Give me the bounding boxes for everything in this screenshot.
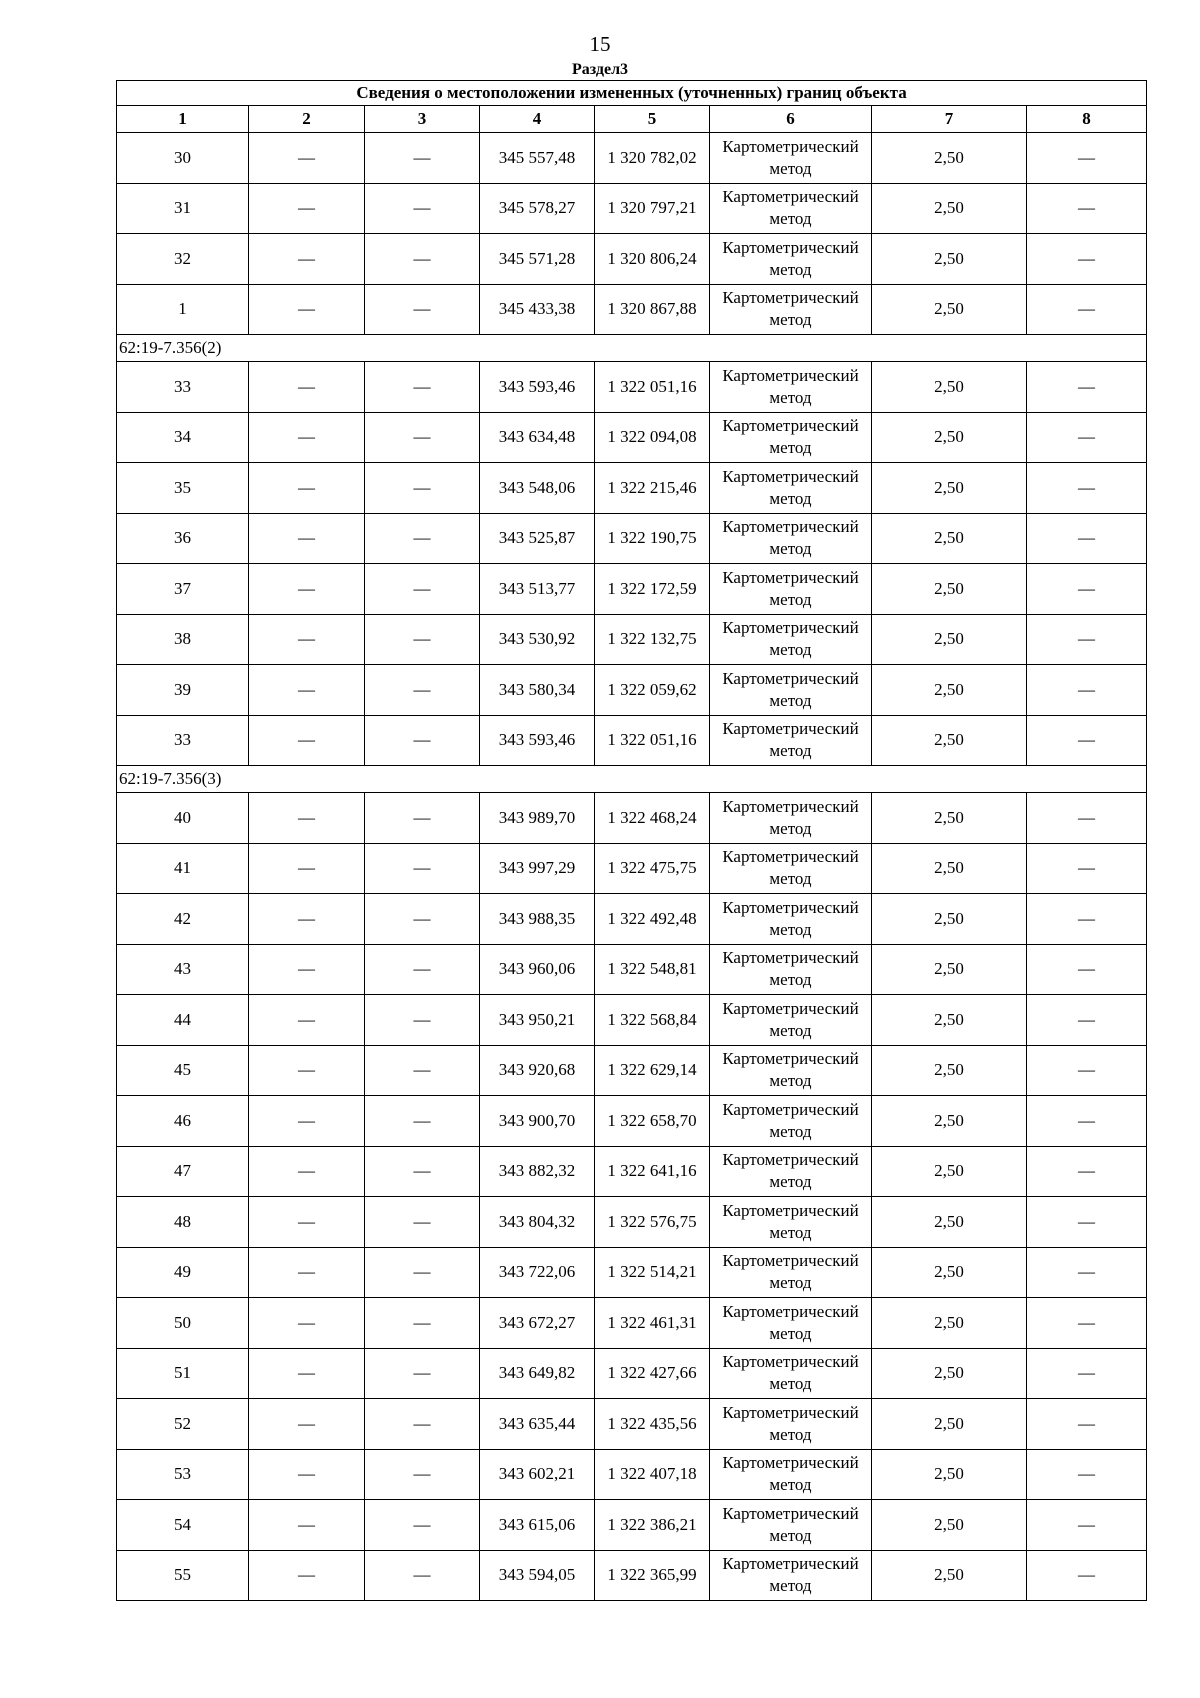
table-cell-col-8: —	[1027, 793, 1147, 844]
table-cell-col-1: 1	[117, 284, 249, 335]
table-cell-col-5: 1 322 641,16	[595, 1146, 710, 1197]
table-cell-col-4: 345 578,27	[480, 183, 595, 234]
table-cell-col-4: 343 594,05	[480, 1550, 595, 1601]
table-cell-col-7: 2,50	[872, 362, 1027, 413]
table-cell-col-3: —	[365, 1399, 480, 1450]
table-cell-col-6: Картометрический метод	[710, 1096, 872, 1147]
column-number-header: 8	[1027, 106, 1147, 133]
table-cell-col-6: Картометрический метод	[710, 564, 872, 615]
table-cell-col-5: 1 322 094,08	[595, 412, 710, 463]
column-number-header: 2	[249, 106, 365, 133]
table-cell-col-6: Картометрический метод	[710, 995, 872, 1046]
table-cell-col-6: Картометрический метод	[710, 715, 872, 766]
table-cell-col-5: 1 322 658,70	[595, 1096, 710, 1147]
table-cell-col-3: —	[365, 715, 480, 766]
table-cell-col-5: 1 322 548,81	[595, 944, 710, 995]
table-cell-col-8: —	[1027, 1399, 1147, 1450]
table-cell-col-1: 42	[117, 894, 249, 945]
table-cell-col-3: —	[365, 1146, 480, 1197]
table-cell-col-6: Картометрический метод	[710, 1348, 872, 1399]
table-cell-col-1: 51	[117, 1348, 249, 1399]
table-cell-col-1: 54	[117, 1500, 249, 1551]
table-cell-col-6: Картометрический метод	[710, 183, 872, 234]
table-row	[117, 843, 1147, 894]
table-cell-col-5: 1 320 797,21	[595, 183, 710, 234]
table-cell-col-3: —	[365, 944, 480, 995]
table-cell-col-3: —	[365, 995, 480, 1046]
table-cell-col-4: 343 602,21	[480, 1449, 595, 1500]
table-cell-col-7: 2,50	[872, 1197, 1027, 1248]
table-cell-col-6: Картометрический метод	[710, 793, 872, 844]
table-cell-col-5: 1 322 172,59	[595, 564, 710, 615]
table-cell-col-7: 2,50	[872, 1045, 1027, 1096]
table-cell-col-4: 343 950,21	[480, 995, 595, 1046]
table-cell-col-3: —	[365, 665, 480, 716]
table-cell-col-5: 1 322 051,16	[595, 715, 710, 766]
column-number-header: 3	[365, 106, 480, 133]
table-cell-col-3: —	[365, 362, 480, 413]
column-number-header: 1	[117, 106, 249, 133]
table-cell-col-5: 1 322 190,75	[595, 513, 710, 564]
table-cell-col-5: 1 322 386,21	[595, 1500, 710, 1551]
table-cell-col-8: —	[1027, 1449, 1147, 1500]
column-number-header: 5	[595, 106, 710, 133]
table-cell-col-8: —	[1027, 1500, 1147, 1551]
table-cell-col-6: Картометрический метод	[710, 1146, 872, 1197]
table-cell-col-2: —	[249, 1550, 365, 1601]
table-cell-col-7: 2,50	[872, 412, 1027, 463]
table-cell-col-1: 49	[117, 1247, 249, 1298]
table-cell-col-6: Картометрический метод	[710, 1247, 872, 1298]
table-row	[117, 1348, 1147, 1399]
table-cell-col-8: —	[1027, 995, 1147, 1046]
table-cell-col-8: —	[1027, 564, 1147, 615]
table-cell-col-3: —	[365, 183, 480, 234]
table-row	[117, 513, 1147, 564]
table-cell-col-8: —	[1027, 1550, 1147, 1601]
section-title: Раздел3	[571, 61, 629, 78]
table-cell-col-3: —	[365, 284, 480, 335]
table-row	[117, 665, 1147, 716]
table-cell-col-3: —	[365, 1197, 480, 1248]
table-cell-col-5: 1 322 407,18	[595, 1449, 710, 1500]
table-cell-col-1: 40	[117, 793, 249, 844]
table-cell-col-6: Картометрический метод	[710, 1197, 872, 1248]
table-cell-col-4: 343 548,06	[480, 463, 595, 514]
table-cell-col-8: —	[1027, 1197, 1147, 1248]
table-cell-col-8: —	[1027, 412, 1147, 463]
table-cell-col-3: —	[365, 894, 480, 945]
table-cell-col-1: 36	[117, 513, 249, 564]
table-row	[117, 614, 1147, 665]
table-row	[117, 183, 1147, 234]
table-cell-col-4: 343 635,44	[480, 1399, 595, 1450]
table-cell-col-2: —	[249, 564, 365, 615]
table-cell-col-2: —	[249, 894, 365, 945]
parcel-group-label: 62:19-7.356(3)	[117, 766, 1147, 793]
table-row	[117, 995, 1147, 1046]
table-cell-col-2: —	[249, 715, 365, 766]
table-cell-col-1: 46	[117, 1096, 249, 1147]
table-cell-col-1: 45	[117, 1045, 249, 1096]
table-row	[117, 564, 1147, 615]
table-cell-col-7: 2,50	[872, 1449, 1027, 1500]
table-cell-col-6: Картометрический метод	[710, 614, 872, 665]
table-cell-col-3: —	[365, 793, 480, 844]
table-cell-col-6: Картометрический метод	[710, 1500, 872, 1551]
table-cell-col-1: 47	[117, 1146, 249, 1197]
table-cell-col-6: Картометрический метод	[710, 1399, 872, 1450]
table-row	[117, 1247, 1147, 1298]
table-row	[117, 234, 1147, 285]
table-cell-col-1: 52	[117, 1399, 249, 1450]
table-cell-col-1: 33	[117, 715, 249, 766]
table-cell-col-6: Картометрический метод	[710, 1298, 872, 1349]
column-number-header: 6	[710, 106, 872, 133]
table-cell-col-2: —	[249, 513, 365, 564]
table-cell-col-6: Картометрический метод	[710, 463, 872, 514]
table-cell-col-3: —	[365, 1096, 480, 1147]
table-row	[117, 362, 1147, 413]
table-cell-col-5: 1 322 215,46	[595, 463, 710, 514]
table-cell-col-7: 2,50	[872, 564, 1027, 615]
table-row	[117, 1096, 1147, 1147]
table-cell-col-4: 343 672,27	[480, 1298, 595, 1349]
table-row	[117, 1045, 1147, 1096]
table-cell-col-7: 2,50	[872, 284, 1027, 335]
table-cell-col-2: —	[249, 463, 365, 514]
table-row	[117, 944, 1147, 995]
table-cell-col-7: 2,50	[872, 513, 1027, 564]
column-number-header: 4	[480, 106, 595, 133]
table-cell-col-7: 2,50	[872, 1399, 1027, 1450]
table-cell-col-2: —	[249, 1247, 365, 1298]
table-cell-col-3: —	[365, 1298, 480, 1349]
table-row	[117, 1146, 1147, 1197]
table-cell-col-8: —	[1027, 463, 1147, 514]
table-row	[117, 133, 1147, 184]
table-cell-col-4: 343 530,92	[480, 614, 595, 665]
table-cell-col-2: —	[249, 412, 365, 463]
table-cell-col-7: 2,50	[872, 1247, 1027, 1298]
table-row	[117, 1550, 1147, 1601]
table-cell-col-5: 1 322 132,75	[595, 614, 710, 665]
table-cell-col-2: —	[249, 995, 365, 1046]
table-cell-col-4: 343 615,06	[480, 1500, 595, 1551]
table-cell-col-2: —	[249, 183, 365, 234]
table-cell-col-3: —	[365, 614, 480, 665]
table-row	[117, 1449, 1147, 1500]
table-cell-col-3: —	[365, 463, 480, 514]
table-cell-col-5: 1 322 427,66	[595, 1348, 710, 1399]
table-cell-col-8: —	[1027, 183, 1147, 234]
table-cell-col-1: 33	[117, 362, 249, 413]
table-cell-col-3: —	[365, 412, 480, 463]
table-cell-col-7: 2,50	[872, 1550, 1027, 1601]
table-cell-col-3: —	[365, 1247, 480, 1298]
table-cell-col-5: 1 322 365,99	[595, 1550, 710, 1601]
table-cell-col-7: 2,50	[872, 793, 1027, 844]
table-cell-col-1: 35	[117, 463, 249, 514]
table-cell-col-8: —	[1027, 1146, 1147, 1197]
table-cell-col-8: —	[1027, 1096, 1147, 1147]
table-cell-col-5: 1 322 468,24	[595, 793, 710, 844]
table-cell-col-3: —	[365, 1348, 480, 1399]
table-cell-col-8: —	[1027, 715, 1147, 766]
table-cell-col-5: 1 322 576,75	[595, 1197, 710, 1248]
table-row	[117, 463, 1147, 514]
table-cell-col-6: Картометрический метод	[710, 1045, 872, 1096]
table-cell-col-2: —	[249, 793, 365, 844]
table-cell-col-5: 1 322 059,62	[595, 665, 710, 716]
table-cell-col-5: 1 322 461,31	[595, 1298, 710, 1349]
table-cell-col-6: Картометрический метод	[710, 362, 872, 413]
table-cell-col-5: 1 322 435,56	[595, 1399, 710, 1450]
table-row	[117, 1399, 1147, 1450]
table-cell-col-8: —	[1027, 894, 1147, 945]
table-cell-col-6: Картометрический метод	[710, 1449, 872, 1500]
table-cell-col-7: 2,50	[872, 1298, 1027, 1349]
table-cell-col-2: —	[249, 362, 365, 413]
table-row	[117, 412, 1147, 463]
table-cell-col-4: 343 525,87	[480, 513, 595, 564]
table-cell-col-7: 2,50	[872, 715, 1027, 766]
table-cell-col-8: —	[1027, 665, 1147, 716]
table-cell-col-5: 1 320 782,02	[595, 133, 710, 184]
table-cell-col-3: —	[365, 133, 480, 184]
table-cell-col-4: 345 433,38	[480, 284, 595, 335]
table-cell-col-2: —	[249, 1146, 365, 1197]
table-cell-col-4: 343 920,68	[480, 1045, 595, 1096]
table-cell-col-8: —	[1027, 843, 1147, 894]
table-cell-col-4: 343 900,70	[480, 1096, 595, 1147]
table-cell-col-3: —	[365, 234, 480, 285]
table-cell-col-5: 1 322 514,21	[595, 1247, 710, 1298]
parcel-group-row	[117, 766, 1147, 793]
table-row	[117, 793, 1147, 844]
table-cell-col-7: 2,50	[872, 1500, 1027, 1551]
table-cell-col-2: —	[249, 234, 365, 285]
table-cell-col-3: —	[365, 843, 480, 894]
table-cell-col-8: —	[1027, 284, 1147, 335]
table-cell-col-4: 343 804,32	[480, 1197, 595, 1248]
table-cell-col-6: Картометрический метод	[710, 412, 872, 463]
page-number: 15	[589, 32, 611, 56]
table-cell-col-1: 55	[117, 1550, 249, 1601]
table-cell-col-6: Картометрический метод	[710, 133, 872, 184]
table-cell-col-2: —	[249, 1449, 365, 1500]
table-cell-col-6: Картометрический метод	[710, 513, 872, 564]
table-cell-col-7: 2,50	[872, 843, 1027, 894]
table-cell-col-4: 345 571,28	[480, 234, 595, 285]
table-row	[117, 1197, 1147, 1248]
table-cell-col-1: 48	[117, 1197, 249, 1248]
table-caption: Сведения о местоположении измененных (уточненных) границ объекта	[117, 81, 1147, 106]
table-cell-col-4: 343 882,32	[480, 1146, 595, 1197]
table-cell-col-3: —	[365, 1500, 480, 1551]
table-cell-col-8: —	[1027, 133, 1147, 184]
table-cell-col-2: —	[249, 1500, 365, 1551]
table-body	[117, 133, 1147, 1601]
table-cell-col-5: 1 322 475,75	[595, 843, 710, 894]
table-cell-col-8: —	[1027, 1298, 1147, 1349]
table-cell-col-1: 41	[117, 843, 249, 894]
table-cell-col-8: —	[1027, 1348, 1147, 1399]
table-cell-col-1: 30	[117, 133, 249, 184]
table-cell-col-2: —	[249, 1298, 365, 1349]
table-cell-col-7: 2,50	[872, 614, 1027, 665]
table-cell-col-8: —	[1027, 362, 1147, 413]
table-cell-col-4: 343 580,34	[480, 665, 595, 716]
table-cell-col-5: 1 320 806,24	[595, 234, 710, 285]
boundary-points-table	[116, 80, 1147, 1601]
table-cell-col-4: 343 593,46	[480, 362, 595, 413]
table-cell-col-2: —	[249, 1045, 365, 1096]
table-cell-col-1: 37	[117, 564, 249, 615]
column-number-row	[117, 106, 1147, 133]
table-cell-col-8: —	[1027, 944, 1147, 995]
table-cell-col-3: —	[365, 1045, 480, 1096]
table-cell-col-7: 2,50	[872, 894, 1027, 945]
table-row	[117, 1500, 1147, 1551]
table-cell-col-7: 2,50	[872, 133, 1027, 184]
table-cell-col-4: 343 593,46	[480, 715, 595, 766]
table-cell-col-4: 343 722,06	[480, 1247, 595, 1298]
table-cell-col-1: 53	[117, 1449, 249, 1500]
column-number-header: 7	[872, 106, 1027, 133]
table-cell-col-1: 38	[117, 614, 249, 665]
parcel-group-label: 62:19-7.356(2)	[117, 335, 1147, 362]
table-cell-col-6: Картометрический метод	[710, 665, 872, 716]
table-cell-col-8: —	[1027, 1045, 1147, 1096]
table-cell-col-5: 1 320 867,88	[595, 284, 710, 335]
table-cell-col-1: 44	[117, 995, 249, 1046]
table-cell-col-1: 32	[117, 234, 249, 285]
table-cell-col-2: —	[249, 665, 365, 716]
table-cell-col-2: —	[249, 1096, 365, 1147]
table-cell-col-1: 39	[117, 665, 249, 716]
table-cell-col-3: —	[365, 564, 480, 615]
table-cell-col-6: Картометрический метод	[710, 894, 872, 945]
table-cell-col-3: —	[365, 1550, 480, 1601]
table-cell-col-1: 43	[117, 944, 249, 995]
table-cell-col-7: 2,50	[872, 234, 1027, 285]
table-cell-col-8: —	[1027, 513, 1147, 564]
table-cell-col-2: —	[249, 944, 365, 995]
table-cell-col-6: Картометрический метод	[710, 1550, 872, 1601]
table-cell-col-7: 2,50	[872, 1146, 1027, 1197]
table-cell-col-3: —	[365, 513, 480, 564]
table-cell-col-1: 31	[117, 183, 249, 234]
table-cell-col-2: —	[249, 133, 365, 184]
table-cell-col-1: 34	[117, 412, 249, 463]
table-cell-col-2: —	[249, 1399, 365, 1450]
table-cell-col-2: —	[249, 1348, 365, 1399]
table-cell-col-7: 2,50	[872, 1096, 1027, 1147]
table-cell-col-8: —	[1027, 1247, 1147, 1298]
table-cell-col-5: 1 322 629,14	[595, 1045, 710, 1096]
table-cell-col-5: 1 322 051,16	[595, 362, 710, 413]
table-cell-col-2: —	[249, 284, 365, 335]
table-cell-col-5: 1 322 492,48	[595, 894, 710, 945]
table-cell-col-4: 343 513,77	[480, 564, 595, 615]
table-cell-col-7: 2,50	[872, 995, 1027, 1046]
table-cell-col-4: 343 989,70	[480, 793, 595, 844]
table-cell-col-7: 2,50	[872, 183, 1027, 234]
table-row	[117, 715, 1147, 766]
table-cell-col-4: 343 997,29	[480, 843, 595, 894]
parcel-group-row	[117, 335, 1147, 362]
table-cell-col-4: 343 960,06	[480, 944, 595, 995]
table-cell-col-2: —	[249, 614, 365, 665]
table-cell-col-4: 345 557,48	[480, 133, 595, 184]
table-cell-col-8: —	[1027, 234, 1147, 285]
table-row	[117, 1298, 1147, 1349]
table-cell-col-7: 2,50	[872, 463, 1027, 514]
table-cell-col-8: —	[1027, 614, 1147, 665]
table-row	[117, 284, 1147, 335]
table-cell-col-2: —	[249, 1197, 365, 1248]
table-cell-col-3: —	[365, 1449, 480, 1500]
table-cell-col-7: 2,50	[872, 944, 1027, 995]
table-cell-col-4: 343 649,82	[480, 1348, 595, 1399]
table-row	[117, 894, 1147, 945]
table-cell-col-6: Картометрический метод	[710, 843, 872, 894]
table-cell-col-7: 2,50	[872, 1348, 1027, 1399]
table-cell-col-4: 343 634,48	[480, 412, 595, 463]
table-cell-col-7: 2,50	[872, 665, 1027, 716]
table-cell-col-5: 1 322 568,84	[595, 995, 710, 1046]
table-cell-col-4: 343 988,35	[480, 894, 595, 945]
table-cell-col-1: 50	[117, 1298, 249, 1349]
table-cell-col-6: Картометрический метод	[710, 234, 872, 285]
table-cell-col-6: Картометрический метод	[710, 944, 872, 995]
table-cell-col-2: —	[249, 843, 365, 894]
table-cell-col-6: Картометрический метод	[710, 284, 872, 335]
